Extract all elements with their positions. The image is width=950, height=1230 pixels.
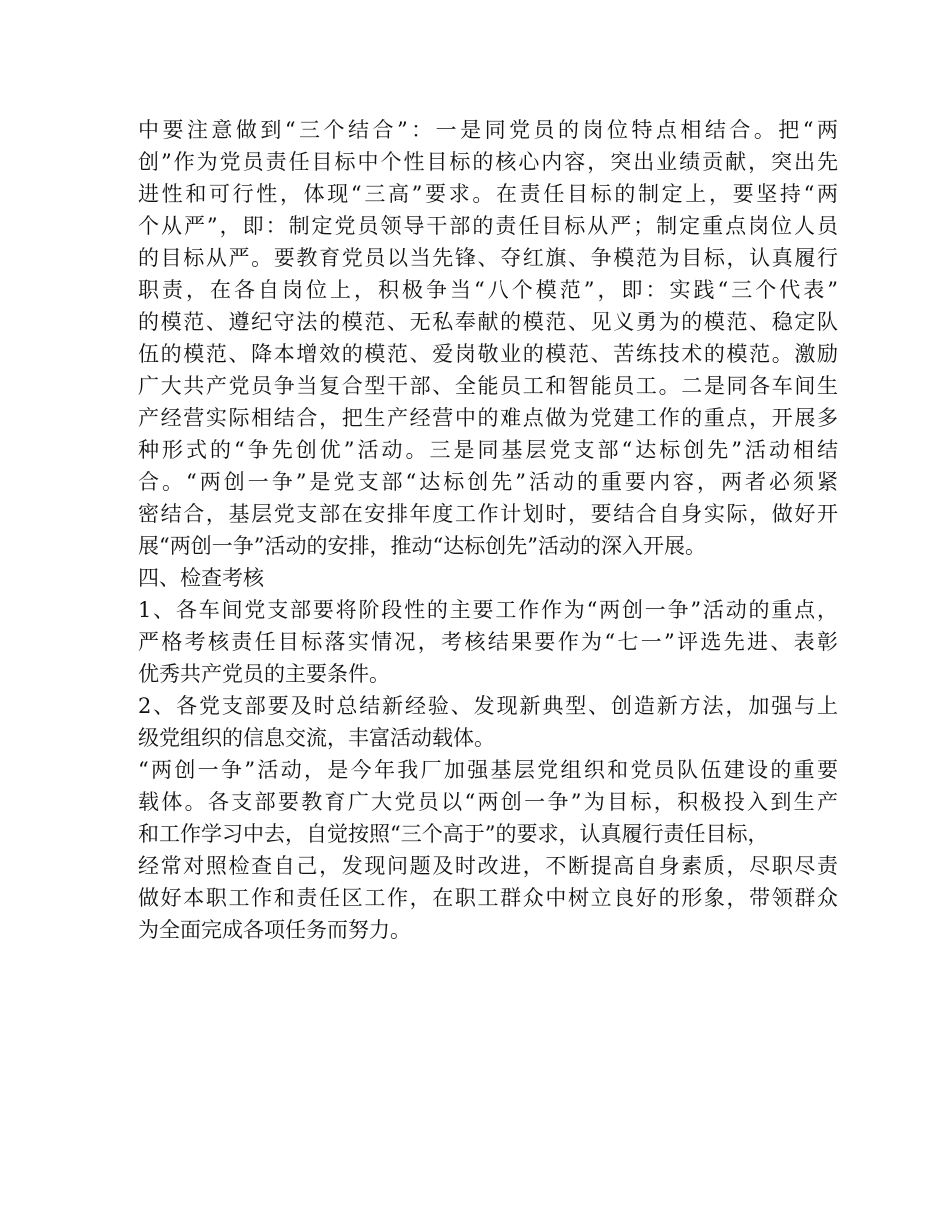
text-line: 伍的模范、降本增效的模范、爱岗敬业的模范、苦练技术的模范。激励	[138, 342, 838, 366]
text-line: 广大共产党员争当复合型干部、全能员工和智能员工。二是同各车间生	[138, 374, 838, 398]
text-line: 创”作为党员责任目标中个性目标的核心内容，突出业绩贡献，突出先	[138, 150, 838, 174]
text-line: 产经营实际相结合，把生产经营中的难点做为党建工作的重点，开展多	[138, 406, 838, 430]
text-line: 个从严”，即：制定党员领导干部的责任目标从严；制定重点岗位人员	[138, 214, 838, 238]
text-line: 和工作学习中去，自觉按照“三个高于”的要求，认真履行责任目标，	[138, 822, 769, 846]
text-line: “两创一争”活动，是今年我厂加强基层党组织和党员队伍建设的重要	[138, 758, 838, 782]
text-line: 级党组织的信息交流，丰富活动载体。	[138, 726, 495, 750]
document-body	[138, 114, 838, 946]
text-line: 严格考核责任目标落实情况，考核结果要作为“七一”评选先进、表彰	[138, 630, 838, 654]
text-line: 职责，在各自岗位上，积极争当“八个模范”，即：实践“三个代表”	[138, 278, 838, 302]
text-line: 为全面完成各项任务而努力。	[138, 918, 411, 942]
text-line: 中要注意做到“三个结合”：一是同党员的岗位特点相结合。把“两	[138, 118, 838, 142]
text-line: 经常对照检查自己，发现问题及时改进，不断提高自身素质，尽职尽责	[138, 854, 838, 878]
text-line: 做好本职工作和责任区工作，在职工群众中树立良好的形象，带领群众	[138, 886, 838, 910]
section-heading: 四、检查考核	[138, 566, 264, 590]
text-line: 展“两创一争”活动的安排，推动“达标创先”活动的深入开展。	[138, 534, 706, 558]
text-line: 进性和可行性，体现“三高”要求。在责任目标的制定上，要坚持“两	[138, 182, 838, 206]
text-line: 合。“两创一争”是党支部“达标创先”活动的重要内容，两者必须紧	[138, 470, 838, 494]
text-line: 载体。各支部要教育广大党员以“两创一争”为目标，积极投入到生产	[138, 790, 838, 814]
text-line: 密结合，基层党支部在安排年度工作计划时，要结合自身实际，做好开	[138, 502, 838, 526]
text-line: 2、各党支部要及时总结新经验、发现新典型、创造新方法，加强与上	[138, 694, 838, 718]
text-line: 1、各车间党支部要将阶段性的主要工作作为“两创一争”活动的重点，	[138, 598, 838, 622]
text-line: 的目标从严。要教育党员以当先锋、夺红旗、争模范为目标，认真履行	[138, 246, 838, 270]
text-line: 的模范、遵纪守法的模范、无私奉献的模范、见义勇为的模范、稳定队	[138, 310, 838, 334]
text-line: 种形式的“争先创优”活动。三是同基层党支部“达标创先”活动相结	[138, 438, 838, 462]
text-line: 优秀共产党员的主要条件。	[138, 662, 390, 686]
